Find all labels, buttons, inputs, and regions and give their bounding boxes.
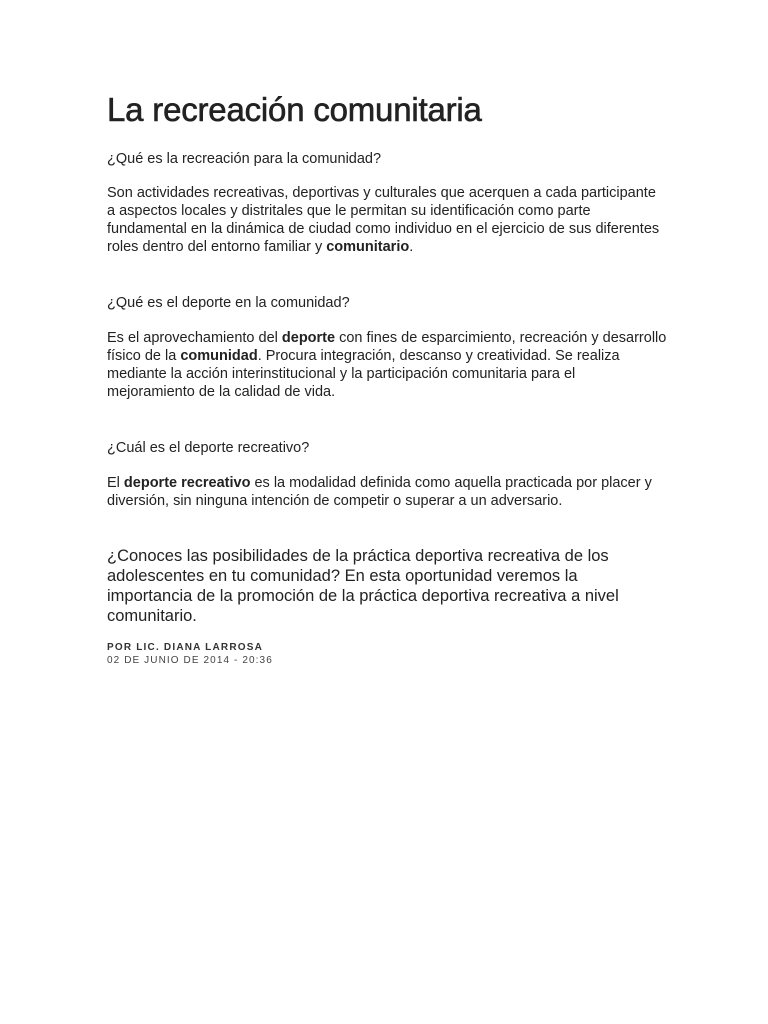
bold-term: comunitario: [326, 239, 410, 255]
answer-recreation: [107, 184, 667, 256]
author-byline: POR LIC. DIANA LARROSA: [107, 642, 264, 653]
text-segment: . Procura integración, descanso y creatividad. Se realiza mediante la acción interinstitucional y la participación comunitaria para el mejoramiento de la calidad de vida.: [107, 348, 620, 400]
text-segment: es la modalidad definida como aquella practicada por placer y diversión, sin ninguna intención de competir o superar a un adversario.: [107, 475, 652, 509]
text-segment: El: [107, 475, 124, 491]
question-recreation: ¿Qué es la recreación para la comunidad?: [107, 151, 382, 167]
text-segment: Es el aprovechamiento del: [107, 330, 282, 346]
article: [107, 90, 667, 666]
bold-term: deporte recreativo: [123, 475, 251, 491]
answer-recreational-sport: [107, 474, 667, 510]
text-segment: con fines de esparcimiento, recreación y desarrollo físico de la: [107, 330, 667, 364]
article-title: La recreación comunitaria: [107, 91, 482, 128]
bold-term: deporte: [281, 330, 336, 346]
text-segment: .: [409, 239, 414, 255]
article-lead: ¿Conoces las posibilidades de la práctica deportiva recreativa de los adolescentes en tu comunidad? En esta oportunidad veremos la importancia de la promoción de la práctica deportiva recreativa a nivel comunitario.: [107, 547, 619, 625]
text-segment: Son actividades recreativas, deportivas y culturales que acerquen a cada participante a aspectos locales y distritales que le permitan su identificación como parte fundamental en la dinámica de ciudad como individuo en el ejercicio de sus diferentes roles dentro del entorno familiar y: [107, 185, 660, 255]
bold-term: comunidad: [180, 348, 258, 364]
publish-date: 02 DE JUNIO DE 2014 - 20:36: [107, 655, 273, 666]
question-recreational-sport: ¿Cuál es el deporte recreativo?: [107, 440, 310, 456]
question-sport: ¿Qué es el deporte en la comunidad?: [107, 295, 350, 311]
answer-sport: [107, 329, 667, 401]
